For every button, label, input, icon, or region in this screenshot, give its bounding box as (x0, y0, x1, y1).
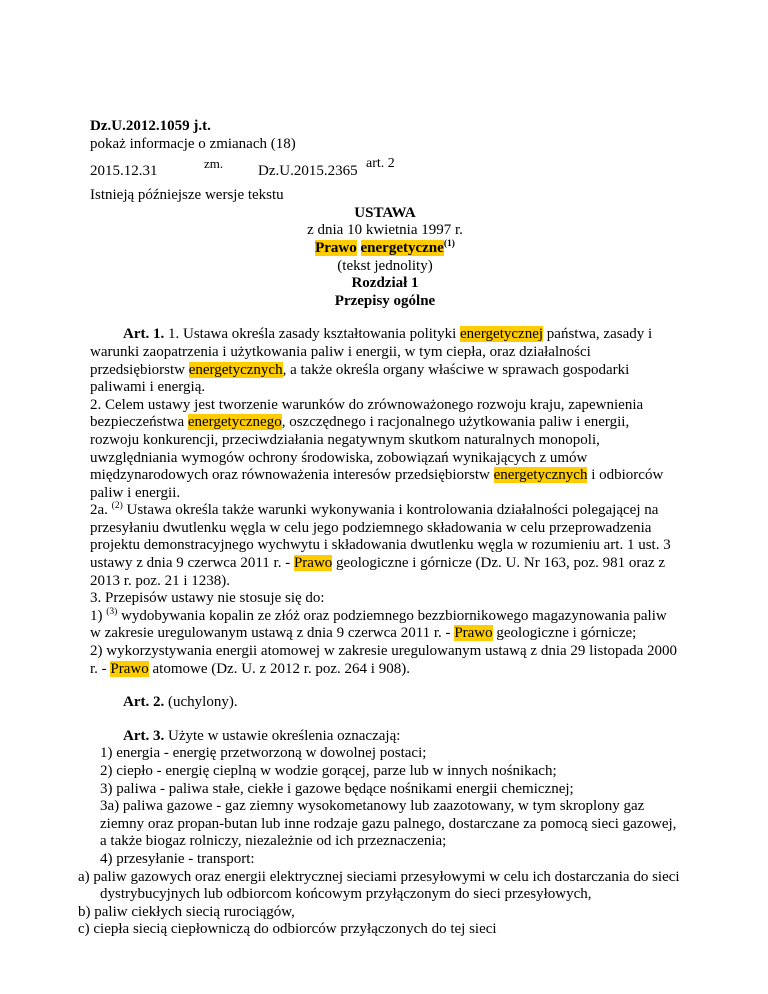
art1-para1 (90, 326, 680, 396)
art1-p3-1-text-a: wydobywania kopalin ze złóż oraz podziemnego bezzbiornikowego magazynowania paliw w zakresie uregulowanym ustawą z dnia 9 czerwca 2011 r. - (90, 607, 667, 642)
art1-p3-1-label: 1) (90, 607, 107, 624)
art1-para3-item1 (90, 608, 680, 643)
art3-sub-item: a) paliw gazowych oraz energii elektrycznej sieciami przesyłowymi w celu ich dostarczania do sieci dystrybucyjnych lub odbiorcom końcowym przyłączonym do sieci przesyłowych, (78, 868, 680, 903)
document-page (78, 118, 680, 939)
chapter-number: Rozdział 1 (351, 275, 419, 292)
art1-p3-2-hl: Prawo (110, 660, 149, 677)
art2 (90, 694, 680, 712)
footnote-1[interactable]: (1) (443, 238, 455, 249)
art3-item: 2) ciepło - energię cieplną w wodzie gorącej, parze lub w innych nośnikach; (100, 763, 557, 779)
art1-p1-text-b: państwa, zasady i warunki zaopatrzenia i użytkowania paliw i energii, w tym ciepła, oraz działalności przedsiębiorstw (90, 326, 653, 378)
art1-p2-text-a: 2. Celem ustawy jest tworzenie warunków do zrównoważonego rozwoju kraju, zapewnienia bezpieczeństwa (90, 396, 644, 431)
change-date: 2015.12.31 (90, 163, 158, 180)
ustawa-heading: USTAWA (354, 204, 416, 221)
art3-intro-text: Użyte w ustawie określenia oznaczają: (164, 727, 401, 744)
art3-sub-item: c) ciepła siecią ciepłowniczą do odbiorców przyłączonych do tej sieci (78, 921, 497, 938)
art1-p2a-text-a: Ustawa określa także warunki wykonywania i kontrolowania działalności polegającej na przesyłaniu dwutlenku węgla w celu jego podziemnego składowania w celu przeprowadzenia projektu demonstracyjnego wychwytu i składowania dwutlenku węgla w rozumieniu art. 1 ust. 3 ustawy z dnia 9 czerwca 2011 r. - (90, 502, 671, 572)
art1-p3-2-text-a: 2) wykorzystywania energii atomowej w zakresie uregulowanym ustawą z dnia 29 listopada 2000 r. - (90, 643, 678, 677)
art3-item: 4) przesyłanie - transport: (100, 850, 255, 867)
art1-p1-text-c: , a także określa organy właściwe w sprawach gospodarki paliwami i energią. (90, 361, 630, 396)
art1-para2a (90, 502, 680, 590)
art1-p1-hl2: energetycznych (188, 361, 283, 378)
ustawa-name (90, 240, 680, 258)
ustawa-date: z dnia 10 kwietnia 1997 r. (307, 222, 463, 239)
footnote-3[interactable]: (3) (106, 606, 118, 617)
art3-label: Art. 3. (123, 727, 165, 744)
art1-label: Art. 1. (123, 326, 165, 343)
art1-p2-text-b: , oszczędnego i racjonalnego użytkowania paliw i energii, rozwoju konkurencji, przeciwdziałania negatywnym skutkom naturalnych monopoli, uwzględniania wymogów ochrony środowiska, zobowiązań wynikających z umów międzynarodowych oraz równoważenia interesów przedsiębiorstw (90, 414, 630, 484)
tekst-jednolity: (tekst jednolity) (337, 257, 433, 274)
art1-p2a-text-b: geologiczne i górnicze (Dz. U. Nr 163, poz. 981 oraz z 2013 r. poz. 21 i 1238). (90, 555, 666, 589)
name-word-1: Prawo (315, 239, 357, 256)
change-art: art. 2 (366, 156, 395, 172)
art1-para3-item2 (90, 643, 680, 678)
art3-sub-items (78, 869, 680, 939)
title-block (90, 205, 680, 311)
doc-id: Dz.U.2012.1059 j.t. (90, 118, 211, 134)
art1-p2-hl1: energetycznego (187, 414, 282, 431)
art3-item: 3) paliwa - paliwa stałe, ciekłe i gazowe będące nośnikami energii chemicznej; (100, 780, 574, 797)
art1-p3-1-hl: Prawo (454, 625, 493, 642)
change-row (90, 153, 680, 187)
change-type: zm. (204, 156, 224, 172)
later-versions[interactable]: Istnieją późniejsze wersje tekstu (90, 187, 284, 204)
art1-p1-text-a: 1. Ustawa określa zasady kształtowania polityki (164, 326, 461, 343)
chapter-title: Przepisy ogólne (334, 292, 436, 309)
art1-p2a-label: 2a. (90, 502, 112, 519)
art1-p2-text-c: i odbiorców paliw i energii. (90, 467, 664, 501)
art3-items (90, 745, 680, 868)
changes-link[interactable]: pokaż informacje o zmianach (18) (90, 135, 296, 152)
art3-item: 3a) paliwa gazowe - gaz ziemny wysokometanowy lub zaazotowany, w tym skroplony gaz ziemny oraz propan-butan lub inne rodzaje gazu palnego, dostarczane za pomocą sieci gazowej, a także biogaz rolniczy, niezależnie od ich przeznaczenia; (100, 798, 677, 850)
art1-p2a-hl: Prawo (293, 555, 333, 572)
art3-sub-item: b) paliw ciekłych siecią rurociągów, (78, 903, 295, 920)
change-ref[interactable]: Dz.U.2015.2365 (258, 163, 358, 180)
art1-p3-2-text-b: atomowe (Dz. U. z 2012 r. poz. 264 i 908). (148, 660, 410, 677)
name-word-2: energetyczne (360, 239, 444, 256)
art1-para2 (90, 397, 680, 503)
art2-label: Art. 2. (123, 694, 165, 711)
art1-p3-1-text-b: geologiczne i górnicze; (492, 625, 637, 642)
art1-p1-hl1: energetycznej (460, 326, 544, 343)
art1-para3: 3. Przepisów ustawy nie stosuje się do: (90, 590, 325, 607)
footnote-2[interactable]: (2) (111, 501, 123, 512)
art3-intro (90, 728, 680, 746)
art1-p2-hl2: energetycznych (493, 467, 588, 484)
art2-text: (uchylony). (164, 694, 238, 711)
art3-item: 1) energia - energię przetworzoną w dowolnej postaci; (100, 745, 427, 762)
